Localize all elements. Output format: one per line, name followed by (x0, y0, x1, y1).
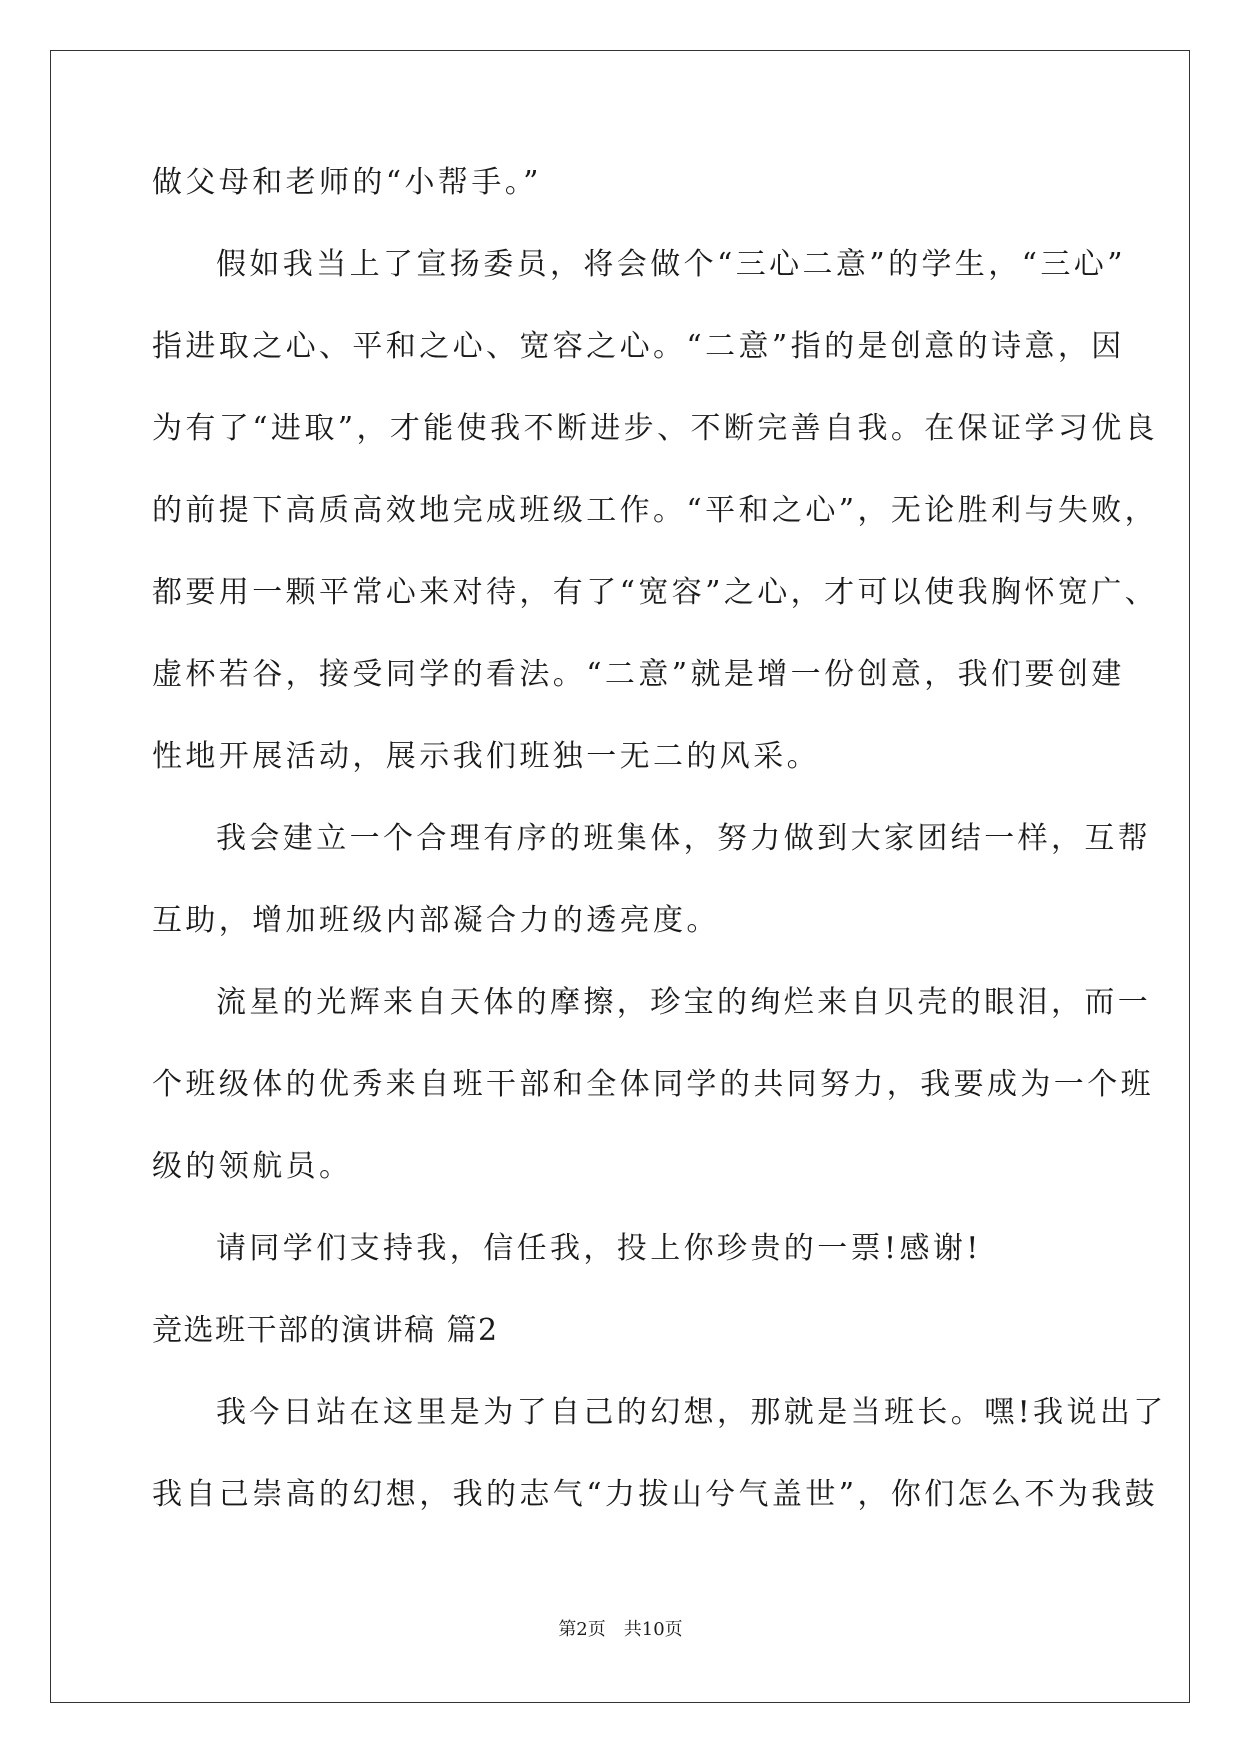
text-line: 性地开展活动，展示我们班独一无二的风采。 (152, 739, 820, 774)
text-line: 个班级体的优秀来自班干部和全体同学的共同努力，我要成为一个班 (152, 1067, 1154, 1102)
text-line: 为有了“进取”，才能使我不断进步、不断完善自我。在保证学习优良 (152, 411, 1159, 446)
document-body (152, 165, 1167, 1562)
text-line: 的前提下高质高效地完成班级工作。“平和之心”，无论胜利与失败， (152, 493, 1159, 528)
text-line: 都要用一颗平常心来对待，有了“宽容”之心，才可以使我胸怀宽广、 (152, 575, 1159, 610)
text-line: 指进取之心、平和之心、宽容之心。“二意”指的是创意的诗意，因 (152, 329, 1125, 364)
paragraph-start-line: 请同学们支持我，信任我，投上你珍贵的一票!感谢! (216, 1231, 982, 1266)
page-footer: 第2页 共10页 (558, 1619, 683, 1640)
section-heading: 竞选班干部的演讲稿 篇2 (152, 1313, 499, 1348)
paragraph-start-line: 我今日站在这里是为了自己的幻想，那就是当班长。嘿!我说出了 (216, 1395, 1167, 1430)
text-line: 做父母和老师的“小帮手。” (152, 165, 542, 200)
text-line: 互助，增加班级内部凝合力的透亮度。 (152, 903, 720, 938)
paragraph-start-line: 流星的光辉来自天体的摩擦，珍宝的绚烂来自贝壳的眼泪，而一 (216, 985, 1152, 1020)
paragraph-start-line: 假如我当上了宣扬委员，将会做个“三心二意”的学生，“三心” (216, 247, 1126, 282)
text-line: 我自己崇高的幻想，我的志气“力拔山兮气盖世”，你们怎么不为我鼓 (152, 1477, 1159, 1512)
text-line: 级的领航员。 (152, 1149, 353, 1184)
text-line: 虚杯若谷，接受同学的看法。“二意”就是增一份创意，我们要创建 (152, 657, 1125, 692)
paragraph-start-line: 我会建立一个合理有序的班集体，努力做到大家团结一样，互帮 (216, 821, 1152, 856)
